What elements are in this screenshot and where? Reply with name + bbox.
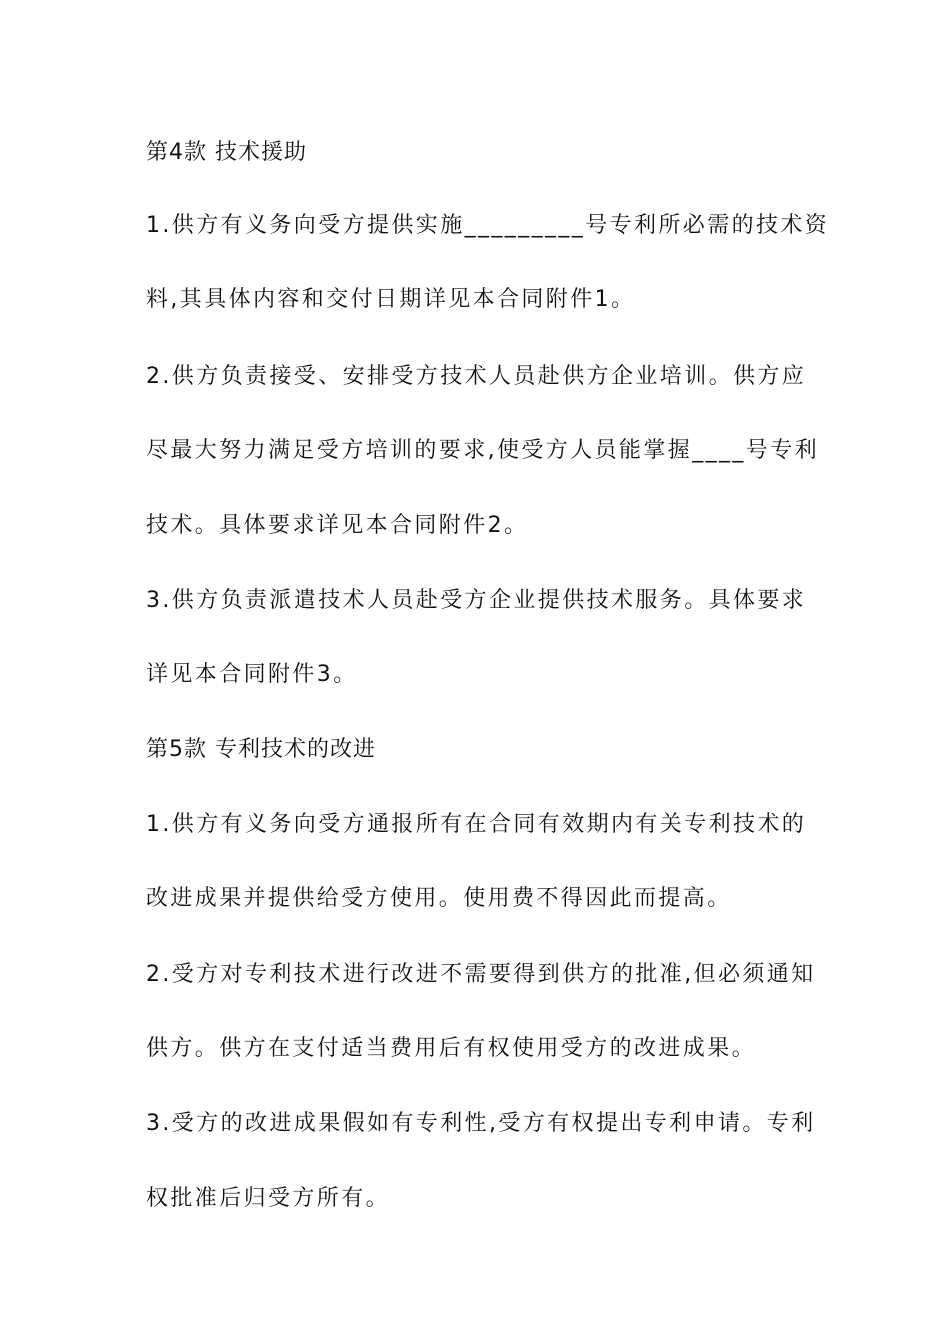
section-5-clause-1-line-1: 1.供方有义务向受方通报所有在合同有效期内有关专利技术的 — [146, 812, 807, 837]
section-5-clause-2-line-2: 供方。供方在支付适当费用后有权使用受方的改进成果。 — [146, 1036, 757, 1061]
section-5-clause-3-line-1: 3.受方的改进成果假如有专利性,受方有权提出专利申请。专利 — [146, 1111, 816, 1136]
section-4-clause-2-line-2: 尽最大努力满足受方培训的要求,使受方人员能掌握____号专利 — [146, 438, 819, 463]
section-5-heading: 第5款 专利技术的改进 — [146, 737, 376, 762]
section-4-heading: 第4款 技术援助 — [146, 140, 307, 165]
section-4-clause-2-line-3: 技术。具体要求详见本合同附件2。 — [146, 513, 529, 538]
section-5-clause-3-line-2: 权批准后归受方所有。 — [146, 1186, 391, 1211]
section-4-clause-2-line-1: 2.供方负责接受、安排受方技术人员赴供方企业培训。供方应 — [146, 364, 807, 389]
section-4-clause-3-line-1: 3.供方负责派遣技术人员赴受方企业提供技术服务。具体要求 — [146, 588, 807, 613]
section-4-clause-1-line-2: 料,其具体内容和交付日期详见本合同附件1。 — [146, 287, 636, 312]
section-5-clause-1-line-2: 改进成果并提供给受方使用。使用费不得因此而提高。 — [146, 886, 732, 911]
section-4-clause-1-line-1: 1.供方有义务向受方提供实施_________号专利所必需的技术资 — [146, 213, 830, 238]
section-5-clause-2-line-1: 2.受方对专利技术进行改进不需要得到供方的批准,但必须通知 — [146, 962, 816, 987]
section-4-clause-3-line-2: 详见本合同附件3。 — [146, 662, 358, 687]
